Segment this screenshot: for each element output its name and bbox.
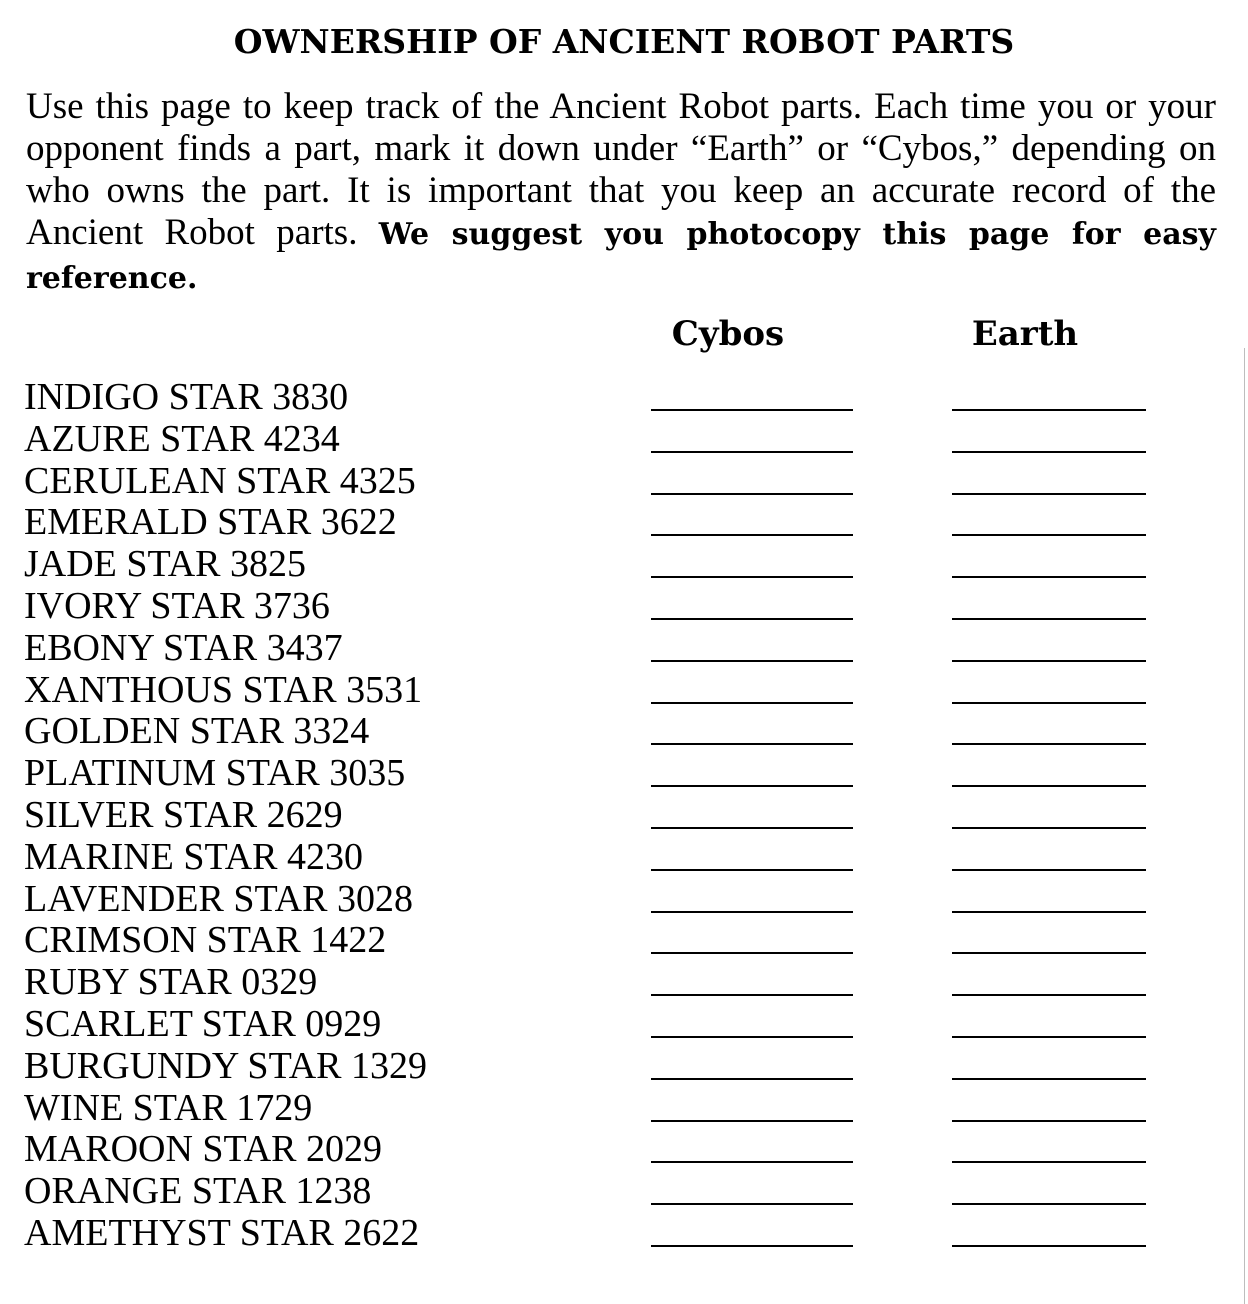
part-name: EBONY STAR 3437 <box>24 626 343 669</box>
cybos-blank-line[interactable] <box>651 660 853 662</box>
part-name: SILVER STAR 2629 <box>24 793 343 836</box>
parts-list <box>0 376 1248 1254</box>
part-name: BURGUNDY STAR 1329 <box>24 1044 428 1087</box>
part-row <box>0 1045 1248 1087</box>
part-row <box>0 585 1248 627</box>
part-name: XANTHOUS STAR 3531 <box>24 668 423 711</box>
earth-blank-line[interactable] <box>952 869 1146 871</box>
part-row <box>0 1003 1248 1045</box>
column-header-cybos: Cybos <box>671 314 785 354</box>
cybos-blank-line[interactable] <box>651 493 853 495</box>
earth-blank-line[interactable] <box>952 409 1146 411</box>
cybos-blank-line[interactable] <box>651 409 853 411</box>
cybos-blank-line[interactable] <box>651 1036 853 1038</box>
cybos-blank-line[interactable] <box>651 1203 853 1205</box>
cybos-blank-line[interactable] <box>651 869 853 871</box>
earth-blank-line[interactable] <box>952 493 1146 495</box>
earth-blank-line[interactable] <box>952 827 1146 829</box>
part-row <box>0 1170 1248 1212</box>
part-row <box>0 961 1248 1003</box>
part-name: JADE STAR 3825 <box>24 543 306 586</box>
part-name: AMETHYST STAR 2622 <box>24 1211 420 1254</box>
part-row <box>0 878 1248 920</box>
part-row <box>0 1087 1248 1129</box>
part-row <box>0 919 1248 961</box>
cybos-blank-line[interactable] <box>651 994 853 996</box>
page-title: OWNERSHIP OF ANCIENT ROBOT PARTS <box>233 22 1015 61</box>
earth-blank-line[interactable] <box>952 451 1146 453</box>
part-name: PLATINUM STAR 3035 <box>24 752 406 795</box>
cybos-blank-line[interactable] <box>651 534 853 536</box>
earth-blank-line[interactable] <box>952 743 1146 745</box>
cybos-blank-line[interactable] <box>651 576 853 578</box>
cybos-blank-line[interactable] <box>651 952 853 954</box>
part-row <box>0 1128 1248 1170</box>
part-row <box>0 501 1248 543</box>
earth-blank-line[interactable] <box>952 1203 1146 1205</box>
cybos-blank-line[interactable] <box>651 1120 853 1122</box>
earth-blank-line[interactable] <box>952 1120 1146 1122</box>
part-name: MARINE STAR 4230 <box>24 835 363 878</box>
part-name: SCARLET STAR 0929 <box>24 1002 382 1045</box>
part-row <box>0 627 1248 669</box>
cybos-blank-line[interactable] <box>651 1245 853 1247</box>
cybos-blank-line[interactable] <box>651 1161 853 1163</box>
part-name: CERULEAN STAR 4325 <box>24 459 416 502</box>
earth-blank-line[interactable] <box>952 785 1146 787</box>
part-row <box>0 1212 1248 1254</box>
part-name: IVORY STAR 3736 <box>24 584 330 627</box>
part-name: RUBY STAR 0329 <box>24 961 318 1004</box>
intro-text: Use this page to keep track of the Ancient Robot parts. Each time you or your opponent finds a part, mark it down under “Earth” or “Cybos,” depending on who owns the part. It is important that you keep an accurate record of the Ancient Robot parts. <box>26 86 1216 253</box>
part-name: LAVENDER STAR 3028 <box>24 877 413 920</box>
cybos-blank-line[interactable] <box>651 743 853 745</box>
earth-blank-line[interactable] <box>952 534 1146 536</box>
intro-emphasis: We suggest you photocopy this page for easy reference. <box>26 217 1216 296</box>
part-row <box>0 794 1248 836</box>
part-row <box>0 543 1248 585</box>
cybos-blank-line[interactable] <box>651 785 853 787</box>
part-row <box>0 669 1248 711</box>
earth-blank-line[interactable] <box>952 911 1146 913</box>
cybos-blank-line[interactable] <box>651 618 853 620</box>
earth-blank-line[interactable] <box>952 1036 1146 1038</box>
cybos-blank-line[interactable] <box>651 451 853 453</box>
earth-blank-line[interactable] <box>952 1078 1146 1080</box>
earth-blank-line[interactable] <box>952 1161 1146 1163</box>
earth-blank-line[interactable] <box>952 576 1146 578</box>
part-row <box>0 836 1248 878</box>
earth-blank-line[interactable] <box>952 1245 1146 1247</box>
part-row <box>0 460 1248 502</box>
part-row <box>0 418 1248 460</box>
earth-blank-line[interactable] <box>952 952 1146 954</box>
earth-blank-line[interactable] <box>952 618 1146 620</box>
part-row <box>0 752 1248 794</box>
earth-blank-line[interactable] <box>952 994 1146 996</box>
cybos-blank-line[interactable] <box>651 827 853 829</box>
part-name: CRIMSON STAR 1422 <box>24 919 387 962</box>
page-edge-line <box>1244 348 1245 1304</box>
part-name: GOLDEN STAR 3324 <box>24 710 370 753</box>
column-header-earth: Earth <box>971 314 1079 354</box>
part-name: EMERALD STAR 3622 <box>24 501 397 544</box>
part-row <box>0 710 1248 752</box>
intro-paragraph <box>26 86 1216 300</box>
cybos-blank-line[interactable] <box>651 702 853 704</box>
cybos-blank-line[interactable] <box>651 911 853 913</box>
earth-blank-line[interactable] <box>952 702 1146 704</box>
cybos-blank-line[interactable] <box>651 1078 853 1080</box>
part-name: ORANGE STAR 1238 <box>24 1170 372 1213</box>
part-name: INDIGO STAR 3830 <box>24 376 349 418</box>
earth-blank-line[interactable] <box>952 660 1146 662</box>
part-name: WINE STAR 1729 <box>24 1086 313 1129</box>
part-row <box>0 376 1248 418</box>
part-name: MAROON STAR 2029 <box>24 1128 382 1171</box>
part-name: AZURE STAR 4234 <box>24 417 340 460</box>
